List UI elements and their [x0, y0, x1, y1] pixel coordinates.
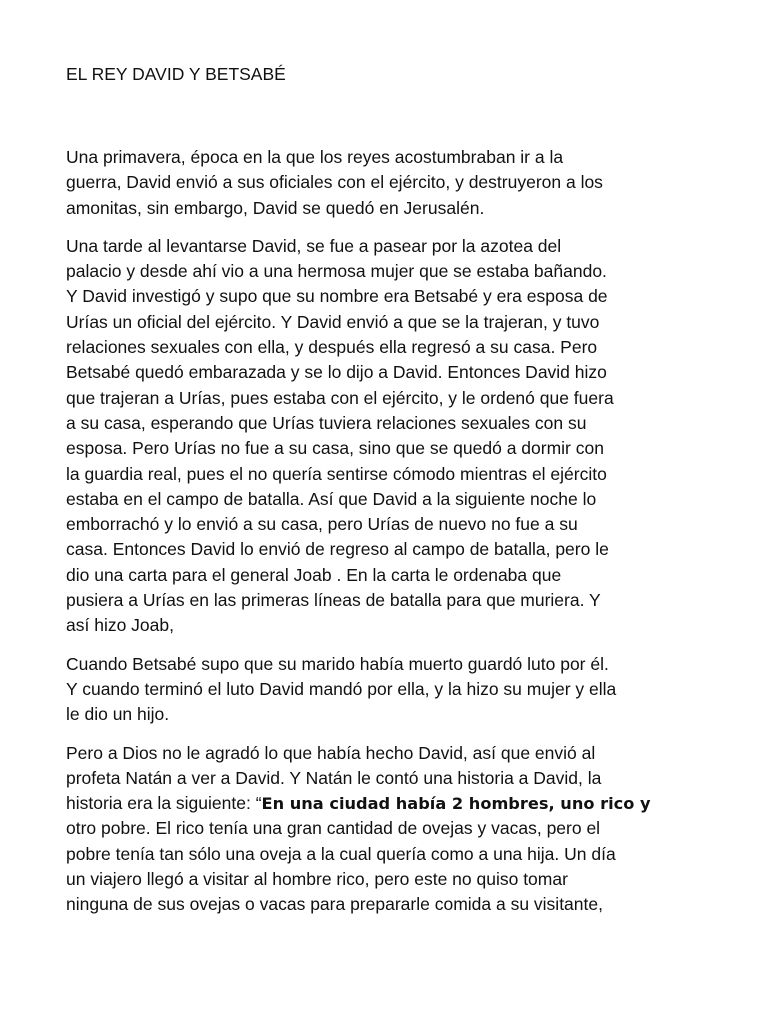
mixed-text-line — [66, 791, 716, 816]
text-line: Pero a Dios no le agradó lo que había hecho David, así que envió al — [66, 742, 596, 763]
bold-text-segment: uno rico y — [560, 794, 651, 814]
text-line: que trajeran a Urías, pues estaba con el ejército, y le ordenó que fuera — [66, 387, 614, 408]
text-line: palacio y desde ahí vio a una hermosa mujer que se estaba bañando. — [66, 261, 607, 282]
text-line: emborrachó y lo envió a su casa, pero Urías de nuevo no fue a su — [66, 514, 578, 535]
text-line: a su casa, esperando que Urías tuviera relaciones sexuales con su — [66, 412, 587, 433]
text-line: profeta Natán a ver a David. Y Natán le contó una historia a David, la — [66, 767, 602, 788]
text-line: otro pobre. El rico tenía una gran cantidad de ovejas y vacas, pero el — [66, 818, 601, 839]
text-line: la guardia real, pues el no quería sentirse cómodo mientras el ejército — [66, 463, 607, 484]
text-line: Una primavera, época en la que los reyes acostumbraban ir a la — [66, 147, 564, 167]
text-line: guerra, David envió a sus oficiales con el ejército, y destruyeron a los — [66, 172, 603, 193]
text-line: Urías un oficial del ejército. Y David envió a que se la trajeran, y tuvo — [66, 311, 600, 332]
bold-text-segment: En una ciudad había 2 hombres — [261, 794, 549, 814]
text-line: Y David investigó y supo que su nombre era Betsabé y era esposa de — [66, 286, 608, 307]
text-line: dio una carta para el general Joab . En la carta le ordenaba que — [66, 564, 562, 585]
text-line: así hizo Joab, — [66, 615, 174, 636]
text-line: esposa. Pero Urías no fue a su casa, sino que se quedó a dormir con — [66, 438, 604, 459]
paragraph-1 — [66, 145, 716, 221]
text-line: le dio un hijo. — [66, 704, 170, 725]
text-line: relaciones sexuales con ella, y después ella regresó a su casa. Pero — [66, 337, 598, 358]
document-title: EL REY DAVID Y BETSABÉ — [66, 64, 286, 84]
text-segment: historia era la siguiente: “ — [66, 793, 262, 814]
paragraph-4 — [66, 741, 716, 918]
text-line: ninguna de sus ovejas o vacas para prepararle comida a su visitante, — [66, 894, 603, 915]
text-line: pusiera a Urías en las primeras líneas de batalla para que muriera. Y — [66, 590, 601, 611]
text-line: Betsabé quedó embarazada y se lo dijo a David. Entonces David hizo — [66, 362, 607, 383]
paragraph-3 — [66, 652, 716, 728]
text-line: Una tarde al levantarse David, se fue a pasear por la azotea del — [66, 235, 562, 256]
document-body — [66, 145, 716, 931]
text-line: un viajero llegó a visitar al hombre rico, pero este no quiso tomar — [66, 869, 568, 890]
text-line: Y cuando terminó el luto David mandó por ella, y la hizo su mujer y ella — [66, 678, 617, 699]
text-line: estaba en el campo de batalla. Así que David a la siguiente noche lo — [66, 488, 597, 509]
text-line: pobre tenía tan sólo una oveja a la cual quería como a una hija. Un día — [66, 843, 616, 864]
paragraph-2 — [66, 234, 716, 639]
text-line: Cuando Betsabé supo que su marido había muerto guardó luto por él. — [66, 653, 609, 674]
text-line: casa. Entonces David lo envió de regreso al campo de batalla, pero le — [66, 539, 609, 560]
bold-text-segment: , — [548, 794, 561, 814]
text-line: amonitas, sin embargo, David se quedó en Jerusalén. — [66, 197, 485, 218]
